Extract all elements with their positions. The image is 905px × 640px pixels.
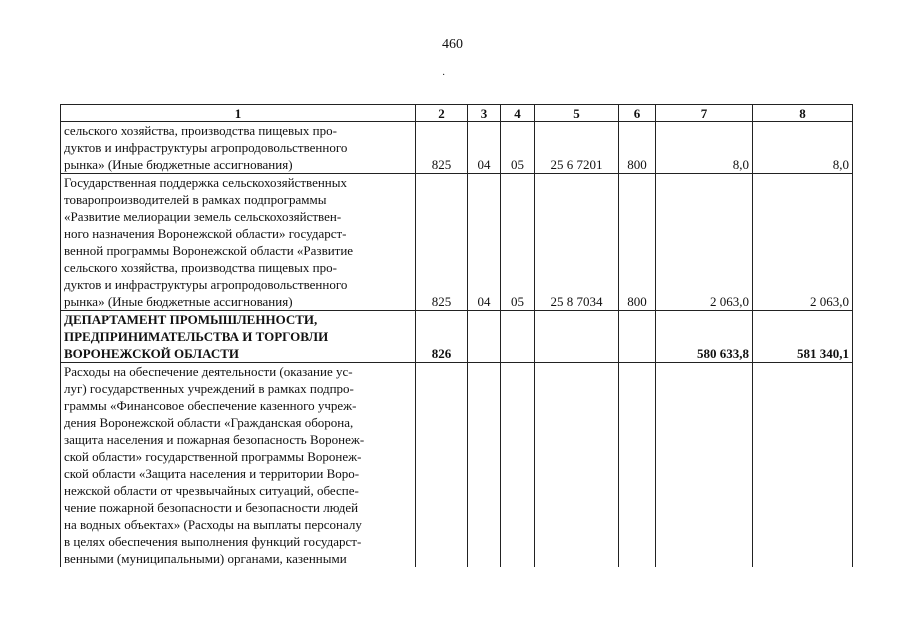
cell-subsection — [501, 363, 535, 568]
description-line: чение пожарной безопасности и безопасности людей — [64, 500, 359, 515]
description-line: ВОРОНЕЖСКОЙ ОБЛАСТИ — [64, 346, 240, 361]
row-description — [61, 122, 416, 174]
description-line: ного назначения Воронежской области» государст- — [64, 226, 347, 241]
cell-target-article — [535, 363, 619, 568]
description-line: ской области» государственной программы Воронеж- — [64, 449, 362, 464]
description-line: граммы «Финансовое обеспечение казенного учреж- — [64, 398, 357, 413]
cell-section: 04 — [468, 174, 501, 311]
cell-target-article: 25 8 7034 — [535, 174, 619, 311]
cell-amount-col8: 581 340,1 — [753, 311, 853, 363]
cell-ministry-code: 825 — [416, 122, 468, 174]
cell-amount-col8: 8,0 — [753, 122, 853, 174]
cell-subsection: 05 — [501, 174, 535, 311]
cell-amount-col7 — [656, 363, 753, 568]
cell-expense-type — [619, 363, 656, 568]
cell-expense-type — [619, 311, 656, 363]
page-number: 460 — [442, 37, 463, 52]
budget-table — [60, 104, 853, 567]
table-row — [61, 363, 853, 568]
table-row — [61, 174, 853, 311]
description-line: ской области «Защита населения и территории Воро- — [64, 466, 360, 481]
description-line: Расходы на обеспечение деятельности (оказание ус- — [64, 364, 353, 379]
table-header-row — [61, 105, 853, 122]
column-header: 8 — [753, 105, 853, 122]
cell-amount-col8: 2 063,0 — [753, 174, 853, 311]
cell-amount-col8 — [753, 363, 853, 568]
cell-subsection: 05 — [501, 122, 535, 174]
description-line: луг) государственных учреждений в рамках подпро- — [64, 381, 354, 396]
column-header: 3 — [468, 105, 501, 122]
column-header: 4 — [501, 105, 535, 122]
cell-target-article: 25 6 7201 — [535, 122, 619, 174]
description-line: защита населения и пожарная безопасность Воронеж- — [64, 432, 365, 447]
row-description — [61, 363, 416, 568]
description-line: товаропроизводителей в рамках подпрограммы — [64, 192, 327, 207]
cell-amount-col7: 2 063,0 — [656, 174, 753, 311]
cell-target-article — [535, 311, 619, 363]
cell-ministry-code: 825 — [416, 174, 468, 311]
description-line: сельского хозяйства, производства пищевых про- — [64, 123, 337, 138]
description-line: дуктов и инфраструктуры агропродовольственного — [64, 277, 348, 292]
description-line: дения Воронежской области «Гражданская оборона, — [64, 415, 354, 430]
column-header: 6 — [619, 105, 656, 122]
description-line: рынка» (Иные бюджетные ассигнования) — [64, 157, 293, 172]
table-row — [61, 122, 853, 174]
column-header: 7 — [656, 105, 753, 122]
description-line: ДЕПАРТАМЕНТ ПРОМЫШЛЕННОСТИ, — [64, 312, 318, 327]
description-line: Государственная поддержка сельскохозяйственных — [64, 175, 347, 190]
description-line: нежской области от чрезвычайных ситуаций, обеспе- — [64, 483, 359, 498]
description-line: на водных объектах» (Расходы на выплаты персоналу — [64, 517, 362, 532]
scan-mark: · — [442, 70, 446, 81]
description-line: в целях обеспечения выполнения функций государст- — [64, 534, 362, 549]
cell-ministry-code: 826 — [416, 311, 468, 363]
description-line: венными (муниципальными) органами, казенными — [64, 551, 347, 566]
description-line: венной программы Воронежской области «Развитие — [64, 243, 354, 258]
cell-amount-col7: 580 633,8 — [656, 311, 753, 363]
description-line: дуктов и инфраструктуры агропродовольственного — [64, 140, 348, 155]
column-header: 5 — [535, 105, 619, 122]
cell-expense-type: 800 — [619, 174, 656, 311]
row-description — [61, 311, 416, 363]
cell-expense-type: 800 — [619, 122, 656, 174]
column-header: 2 — [416, 105, 468, 122]
cell-amount-col7: 8,0 — [656, 122, 753, 174]
cell-section: 04 — [468, 122, 501, 174]
cell-ministry-code — [416, 363, 468, 568]
description-line: рынка» (Иные бюджетные ассигнования) — [64, 294, 293, 309]
cell-subsection — [501, 311, 535, 363]
table-row-department — [61, 311, 853, 363]
cell-section — [468, 311, 501, 363]
description-line: сельского хозяйства, производства пищевых про- — [64, 260, 337, 275]
cell-section — [468, 363, 501, 568]
row-description — [61, 174, 416, 311]
description-line: ПРЕДПРИНИМАТЕЛЬСТВА И ТОРГОВЛИ — [64, 329, 329, 344]
description-line: «Развитие мелиорации земель сельскохозяйствен- — [64, 209, 342, 224]
column-header: 1 — [61, 105, 416, 122]
